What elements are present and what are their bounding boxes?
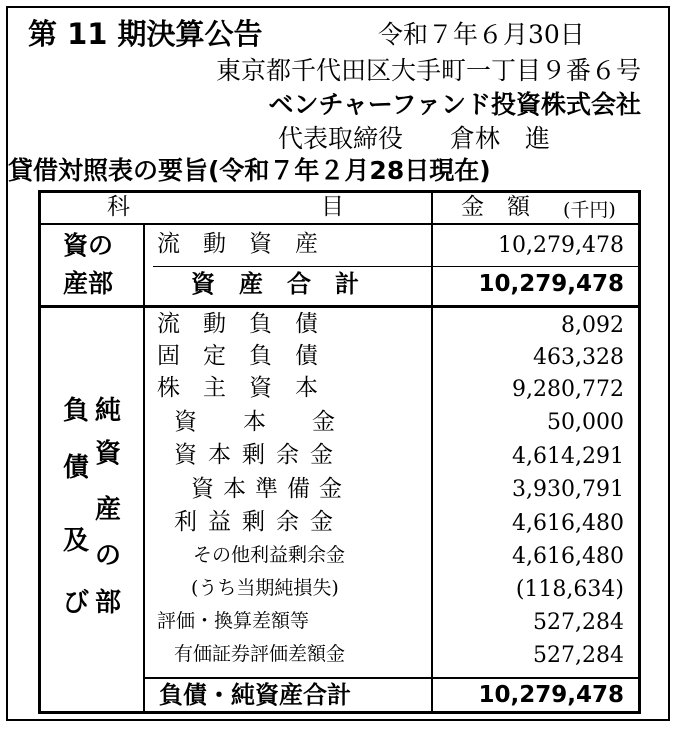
header-subject-ka: 科 — [107, 194, 130, 220]
row-value: 10,279,478 — [498, 233, 624, 258]
representative-title: 代表取締役 — [278, 124, 404, 153]
row-label: 流 動 負 債 — [157, 311, 318, 337]
asset-section-label-line1: 資の — [63, 231, 114, 260]
row-label: 株 主 資 本 — [157, 375, 318, 401]
net-assets-section-char: 部 — [95, 588, 122, 618]
row-value: (118,634) — [515, 577, 624, 602]
liability-total-divider — [143, 677, 638, 679]
representative-name: 倉林 進 — [450, 124, 551, 153]
section-column-divider — [143, 223, 145, 711]
header-amount: 金 額 — [461, 194, 530, 220]
net-assets-section-char: の — [95, 541, 122, 571]
row-label: (うち当期純損失) — [191, 577, 339, 599]
company-address: 東京都千代田区大手町一丁目９番６号 — [215, 56, 641, 85]
row-label: 評価・換算差額等 — [157, 610, 310, 632]
asset-section-label-line2: 産部 — [63, 269, 114, 298]
row-label: 資 本 金 — [174, 409, 335, 435]
row-label: 利益剰余金 — [174, 509, 344, 535]
header-divider — [41, 223, 638, 225]
liab-section-char: 債 — [63, 453, 90, 483]
row-value: 463,328 — [533, 345, 624, 370]
net-assets-section-char: 資 — [95, 439, 122, 469]
row-value: 10,279,478 — [478, 271, 624, 297]
row-value: 10,279,478 — [478, 682, 624, 708]
company-name: ベンチャーファンド投資株式会社 — [268, 90, 641, 119]
liab-section-char: 負 — [63, 396, 90, 426]
row-value: 4,614,291 — [512, 444, 624, 469]
row-value: 8,092 — [561, 313, 624, 338]
row-value: 527,284 — [533, 610, 624, 635]
net-assets-section-char: 純 — [95, 396, 122, 426]
row-value: 527,284 — [533, 643, 624, 668]
row-label: その他利益剰余金 — [193, 544, 346, 566]
row-label: 資本準備金 — [191, 476, 351, 502]
row-label: 資 産 合 計 — [191, 270, 359, 298]
header-unit: (千円) — [563, 199, 616, 221]
row-value: 4,616,480 — [512, 511, 624, 536]
row-label: 流 動 資 産 — [157, 231, 318, 257]
row-value: 9,280,772 — [512, 377, 624, 402]
row-label: 有価証券評価差額金 — [174, 643, 346, 665]
row-value: 3,930,791 — [512, 477, 624, 502]
balance-sheet-subtitle: 貸借対照表の要旨(令和７年２月28日現在) — [8, 156, 491, 185]
asset-total-divider — [153, 266, 638, 267]
row-value: 4,616,480 — [512, 544, 624, 569]
net-assets-section-char: 産 — [95, 495, 122, 525]
row-value: 50,000 — [547, 410, 624, 435]
liab-section-char: 及 — [63, 526, 90, 556]
amount-column-divider — [431, 193, 433, 711]
row-label: 資本剰余金 — [174, 442, 344, 468]
header-subject-moku: 目 — [321, 194, 344, 220]
notice-date: 令和７年６月30日 — [378, 20, 585, 49]
asset-section-divider — [41, 305, 638, 308]
liab-section-char: び — [63, 588, 90, 618]
row-label: 負債・純資産合計 — [159, 681, 351, 709]
balance-sheet-table — [38, 190, 641, 714]
notice-title: 第 11 期決算公告 — [28, 17, 263, 51]
row-label: 固 定 負 債 — [157, 343, 318, 369]
